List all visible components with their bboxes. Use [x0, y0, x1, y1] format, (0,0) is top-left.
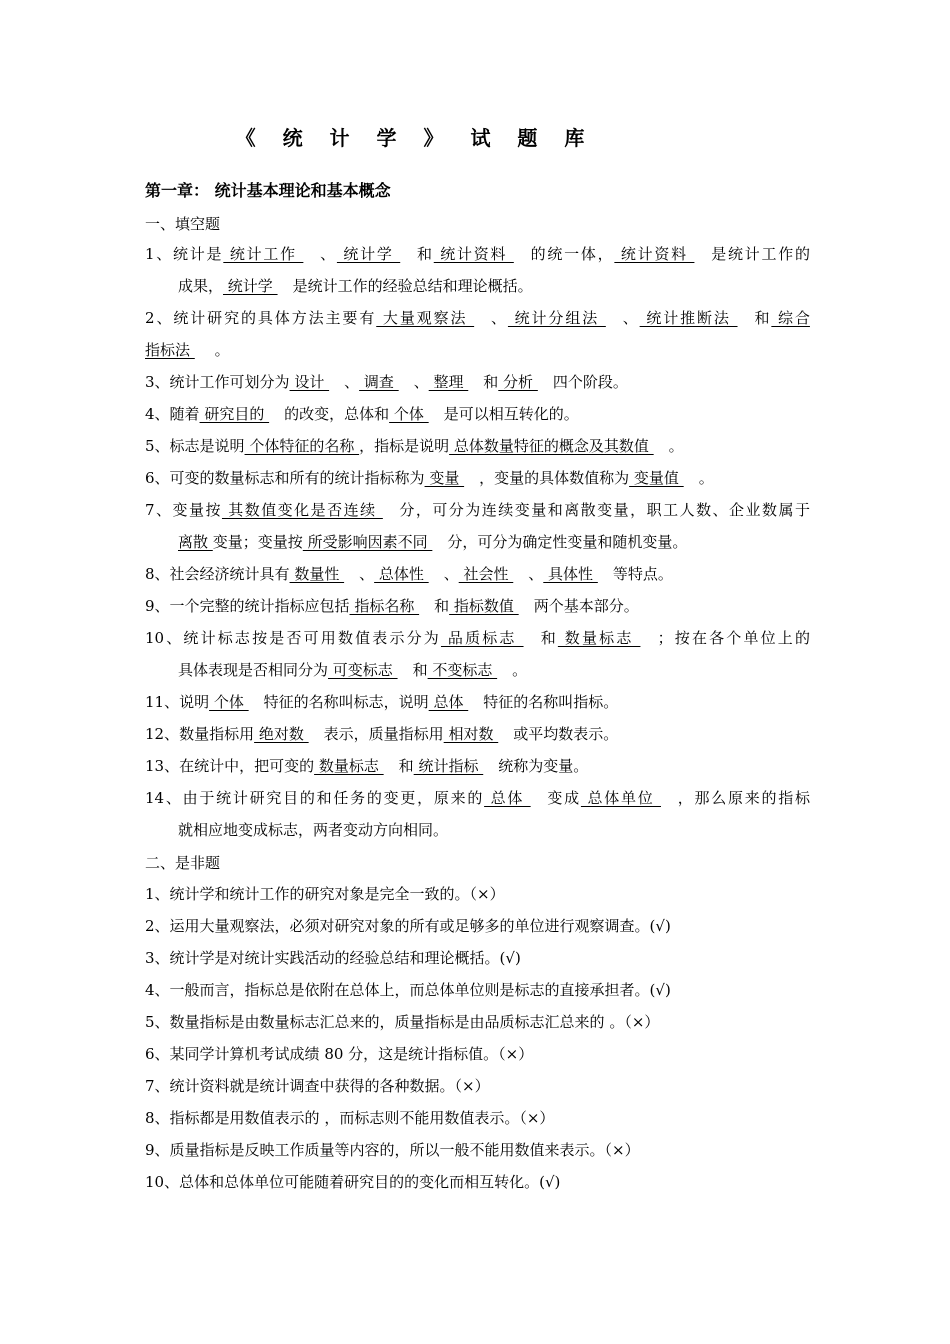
answer-blank: 数量标志 — [314, 757, 384, 775]
tf-question-4: 4、一般而言，指标总是依附在总体上，而总体单位则是标志的直接承担者。(√) — [145, 981, 671, 999]
fill-question-10-cont: 具体表现是否相同分为 可变标志 和 不变标志 。 — [178, 661, 528, 679]
answer-blank: 统计资料 — [614, 245, 695, 263]
fill-question-6: 6、可变的数量标志和所有的统计指标称为 变量 ，变量的具体数值称为 变量值 。 — [145, 469, 714, 487]
fill-question-11: 11、说明 个体 特征的名称叫标志，说明 总体 特征的名称叫指标。 — [145, 693, 619, 711]
fill-question-2-cont: 指标法 。 — [145, 341, 230, 359]
chapter-heading: 第一章： 统计基本理论和基本概念 — [145, 181, 391, 200]
tf-question-8: 8、指标都是用数值表示的 ，而标志则不能用数值表示。（×） — [145, 1109, 555, 1127]
tf-question-6: 6、某同学计算机考试成绩 80 分，这是统计指标值。（×） — [145, 1045, 534, 1063]
fill-question-2: 2、统计研究的具体方法主要有 大量观察法 、 统计分组法 、 统计推断法 和 综合 — [145, 309, 810, 327]
fill-question-1: 1、统计是 统计工作 、 统计学 和 统计资料 的统一体， 统计资料 是统计工作的 — [145, 245, 810, 263]
answer-blank: 总体 — [484, 789, 531, 807]
answer-blank: 综合 — [771, 309, 810, 327]
answer-blank: 总体单位 — [580, 789, 661, 807]
tf-question-9: 9、质量指标是反映工作质量等内容的，所以一般不能用数值来表示。（×） — [145, 1141, 640, 1159]
answer-blank: 统计分组法 — [507, 309, 606, 327]
answer-blank: 统计工作 — [223, 245, 304, 263]
answer-blank: 大量观察法 — [376, 309, 475, 327]
answer-blank: 调查 — [359, 373, 399, 391]
tf-question-10: 10、总体和总体单位可能随着研究目的的变化而相互转化。(√) — [145, 1173, 561, 1191]
answer-blank: 变量值 — [629, 469, 684, 487]
tf-question-3: 3、统计学是对统计实践活动的经验总结和理论概括。(√) — [145, 949, 521, 967]
fill-question-3: 3、统计工作可划分为 设计 、 调查 、 整理 和 分析 四个阶段。 — [145, 373, 628, 391]
tf-question-5: 5、数量指标是由数量标志汇总来的，质量指标是由品质标志汇总来的 。（×） — [145, 1013, 660, 1031]
answer-blank: 指标名称 — [349, 597, 420, 615]
answer-blank: 离散 — [178, 533, 213, 551]
answer-blank: 数量性 — [289, 565, 345, 583]
fill-question-14: 14、由于统计研究目的和任务的变更，原来的 总体 变成 总体单位 ，那么原来的指标 — [145, 789, 810, 807]
answer-blank: 总体性 — [374, 565, 429, 583]
answer-blank: 其数值变化是否连续 — [221, 501, 383, 519]
answer-blank: 数量标志 — [557, 629, 641, 647]
fill-question-7: 7、变量按 其数值变化是否连续 分，可分为连续变量和离散变量，职工人数、企业数属于 — [145, 501, 810, 519]
answer-blank: 绝对数 — [254, 725, 309, 743]
tf-question-7: 7、统计资料就是统计调查中获得的各种数据。（×） — [145, 1077, 490, 1095]
answer-blank: 可变标志 — [328, 661, 398, 679]
answer-blank: 设计 — [289, 373, 330, 391]
answer-blank: 不变标志 — [427, 661, 498, 679]
fill-question-1-cont: 成果， 统计学 是统计工作的经验总结和理论概括。 — [178, 277, 533, 295]
fill-question-10: 10、统计标志按是否可用数值表示分为 品质标志 和 数量标志 ；按在各个单位上的 — [145, 629, 810, 647]
answer-blank: 分析 — [498, 373, 538, 391]
answer-blank: 统计资料 — [433, 245, 514, 263]
fill-question-8: 8、社会经济统计具有 数量性 、 总体性 、 社会性 、 具体性 等特点。 — [145, 565, 673, 583]
answer-blank: 研究目的 — [199, 405, 270, 423]
answer-blank: 整理 — [428, 373, 469, 391]
tf-question-1: 1、统计学和统计工作的研究对象是完全一致的。（×） — [145, 885, 505, 903]
fill-question-12: 12、数量指标用 绝对数 表示，质量指标用 相对数 或平均数表示。 — [145, 725, 619, 743]
fill-question-13: 13、在统计中，把可变的 数量标志 和 统计指标 统称为变量。 — [145, 757, 589, 775]
section-heading-fill: 一、填空题 — [145, 215, 221, 233]
answer-blank: 统计推断法 — [639, 309, 738, 327]
fill-question-4: 4、随着 研究目的 的改变，总体和 个体 是可以相互转化的。 — [145, 405, 579, 423]
answer-blank: 个体 — [389, 405, 429, 423]
answer-blank: 统计指标 — [413, 757, 484, 775]
answer-blank: 总体 — [428, 693, 469, 711]
answer-blank: 个体 — [209, 693, 249, 711]
answer-blank: 指标法 — [145, 341, 195, 359]
answer-blank: 变量 — [424, 469, 465, 487]
answer-blank: 所受影响因素不同 — [302, 533, 433, 551]
fill-question-7-cont: 离散 变量；变量按 所受影响因素不同 分，可分为确定性变量和随机变量。 — [178, 533, 688, 551]
answer-blank: 指标数值 — [449, 597, 519, 615]
tf-question-2: 2、运用大量观察法，必须对研究对象的所有或足够多的单位进行观察调查。(√) — [145, 917, 671, 935]
answer-blank: 个体特征的名称 — [244, 437, 360, 455]
fill-question-5: 5、标志是说明 个体特征的名称 ，指标是说明 总体数量特征的概念及其数值 。 — [145, 437, 684, 455]
answer-blank: 总体数量特征的概念及其数值 — [449, 437, 654, 455]
document-title: 《 统 计 学 》 试 题 库 — [235, 126, 595, 150]
answer-blank: 统计学 — [223, 277, 278, 295]
fill-question-14-cont: 就相应地变成标志，两者变动方向相同。 — [178, 821, 449, 839]
fill-question-9: 9、一个完整的统计指标应包括 指标名称 和 指标数值 两个基本部分。 — [145, 597, 639, 615]
answer-blank: 统计学 — [336, 245, 401, 263]
section-heading-true-false: 二、是非题 — [145, 854, 221, 872]
answer-blank: 品质标志 — [440, 629, 524, 647]
answer-blank: 社会性 — [458, 565, 514, 583]
answer-blank: 具体性 — [543, 565, 598, 583]
answer-blank: 相对数 — [443, 725, 499, 743]
